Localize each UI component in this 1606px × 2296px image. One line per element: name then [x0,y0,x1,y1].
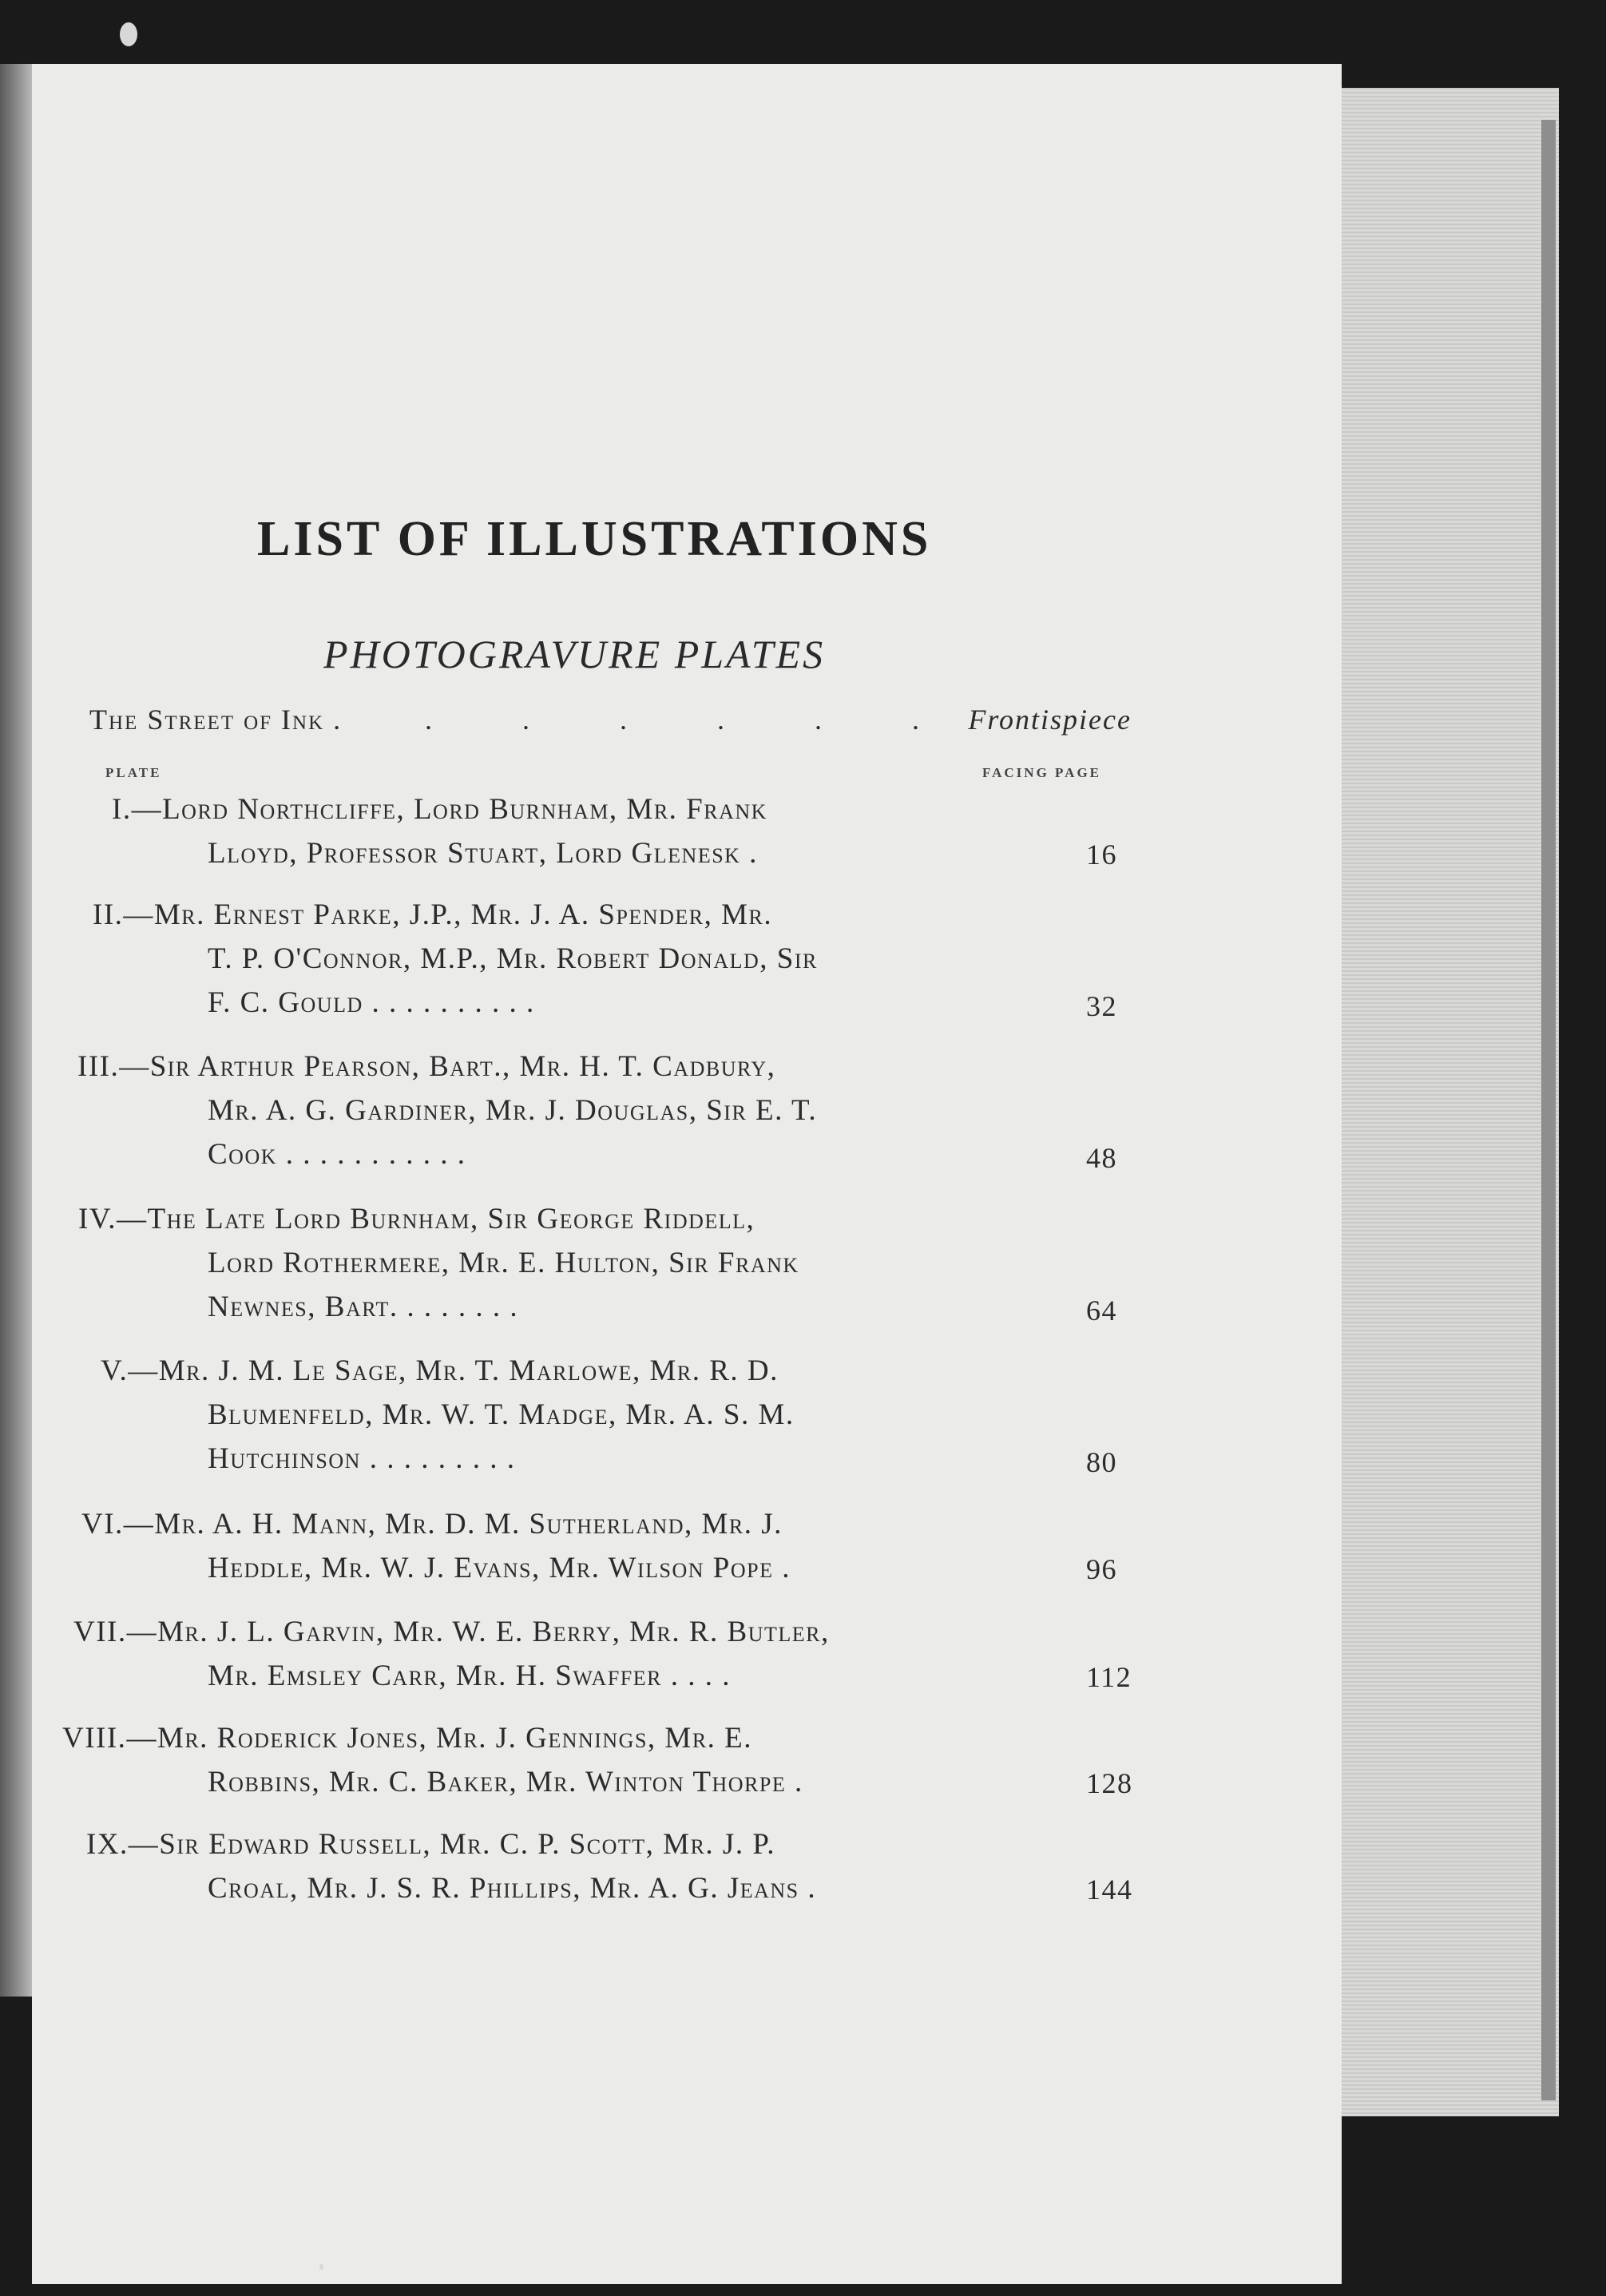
plate-page-number: 64 [1086,1295,1117,1326]
plate-number: VI. [81,1508,124,1541]
plate-page-number: 80 [1086,1446,1117,1478]
plate-number: IV. [78,1203,117,1235]
plate-page-number: 32 [1086,990,1117,1022]
plate-text: —Mr. A. H. Mann, Mr. D. M. Sutherland, Mr. J. [123,1508,783,1541]
plate-line: Newnes, Bart. . . . . . . . [208,1291,519,1323]
plate-line [81,1507,783,1541]
plate-line [112,792,767,827]
plate-text: —Mr. J. M. Le Sage, Mr. T. Marlowe, Mr. R. D. [128,1354,779,1387]
plate-text: —Lord Northcliffe, Lord Burnham, Mr. Frank [131,793,767,826]
plate-line [93,898,772,932]
plate-text: —The Late Lord Burnham, Sir George Riddell, [117,1203,755,1235]
plate-line [77,1049,775,1084]
plate-number: V. [101,1354,129,1387]
plate-text: —Sir Arthur Pearson, Bart., Mr. H. T. Cadbury, [119,1050,776,1083]
plate-line: Cook . . . . . . . . . . . [208,1138,466,1171]
frontispiece-label: The Street of Ink . [89,704,343,736]
plate-text: —Mr. Roderick Jones, Mr. J. Gennings, Mr. E. [126,1722,753,1755]
plate-number: VII. [73,1616,127,1648]
facing-page-column-header: FACING PAGE [982,765,1102,780]
plate-text: —Mr. Ernest Parke, J.P., Mr. J. A. Spender, Mr. [123,898,773,931]
plate-line: Hutchinson . . . . . . . . . [208,1442,516,1475]
plate-page-number: 48 [1086,1142,1117,1174]
plate-line: T. P. O'Connor, M.P., Mr. Robert Donald, Sir [208,942,818,975]
plate-line: Mr. A. G. Gardiner, Mr. J. Douglas, Sir E. T. [208,1094,818,1127]
plate-number: IX. [86,1828,129,1861]
section-subtitle: PHOTOGRAVURE PLATES [323,632,826,676]
plate-number: II. [93,898,124,931]
page-edges [1326,88,1559,2116]
book-cover-edge [1541,120,1556,2100]
plate-page-number: 16 [1086,839,1117,870]
page-title: LIST OF ILLUSTRATIONS [257,512,932,566]
plate-page-number: 128 [1086,1767,1133,1799]
frontispiece-page-ref: Frontispiece [968,704,1132,736]
plate-line [78,1202,755,1236]
plate-line: Blumenfeld, Mr. W. T. Madge, Mr. A. S. M. [208,1398,795,1431]
plate-number: I. [112,793,132,826]
plate-line: F. C. Gould . . . . . . . . . . [208,986,535,1019]
plate-line [86,1827,775,1862]
plate-line: Lloyd, Professor Stuart, Lord Glenesk . [208,837,758,870]
frontispiece-entry [89,703,1132,743]
frontispiece-leader-dots: . . . . . . [425,704,961,736]
plate-page-number: 144 [1086,1874,1133,1905]
plate-line: Lord Rothermere, Mr. E. Hulton, Sir Frank [208,1247,799,1279]
plate-line: Croal, Mr. J. S. R. Phillips, Mr. A. G. Jeans . [208,1872,817,1905]
plate-text: —Sir Edward Russell, Mr. C. P. Scott, Mr. J. P. [128,1828,776,1861]
plate-text: —Mr. J. L. Garvin, Mr. W. E. Berry, Mr. R. Butler, [126,1616,830,1648]
plate-line [73,1615,830,1649]
plate-page-number: 112 [1086,1661,1132,1693]
plate-number: VIII. [62,1722,127,1755]
plate-line: Mr. Emsley Carr, Mr. H. Swaffer . . . . [208,1660,731,1692]
plate-page-number: 96 [1086,1553,1117,1585]
scan-speck [120,22,137,46]
plate-line: Heddle, Mr. W. J. Evans, Mr. Wilson Pope . [208,1552,791,1584]
plate-column-header: PLATE [105,765,162,780]
scan-speck [319,2264,323,2270]
plate-line: Robbins, Mr. C. Baker, Mr. Winton Thorpe . [208,1766,803,1798]
plate-line [62,1721,752,1755]
plate-number: III. [77,1050,120,1083]
book-page [32,64,1342,2284]
plate-line [101,1354,779,1388]
